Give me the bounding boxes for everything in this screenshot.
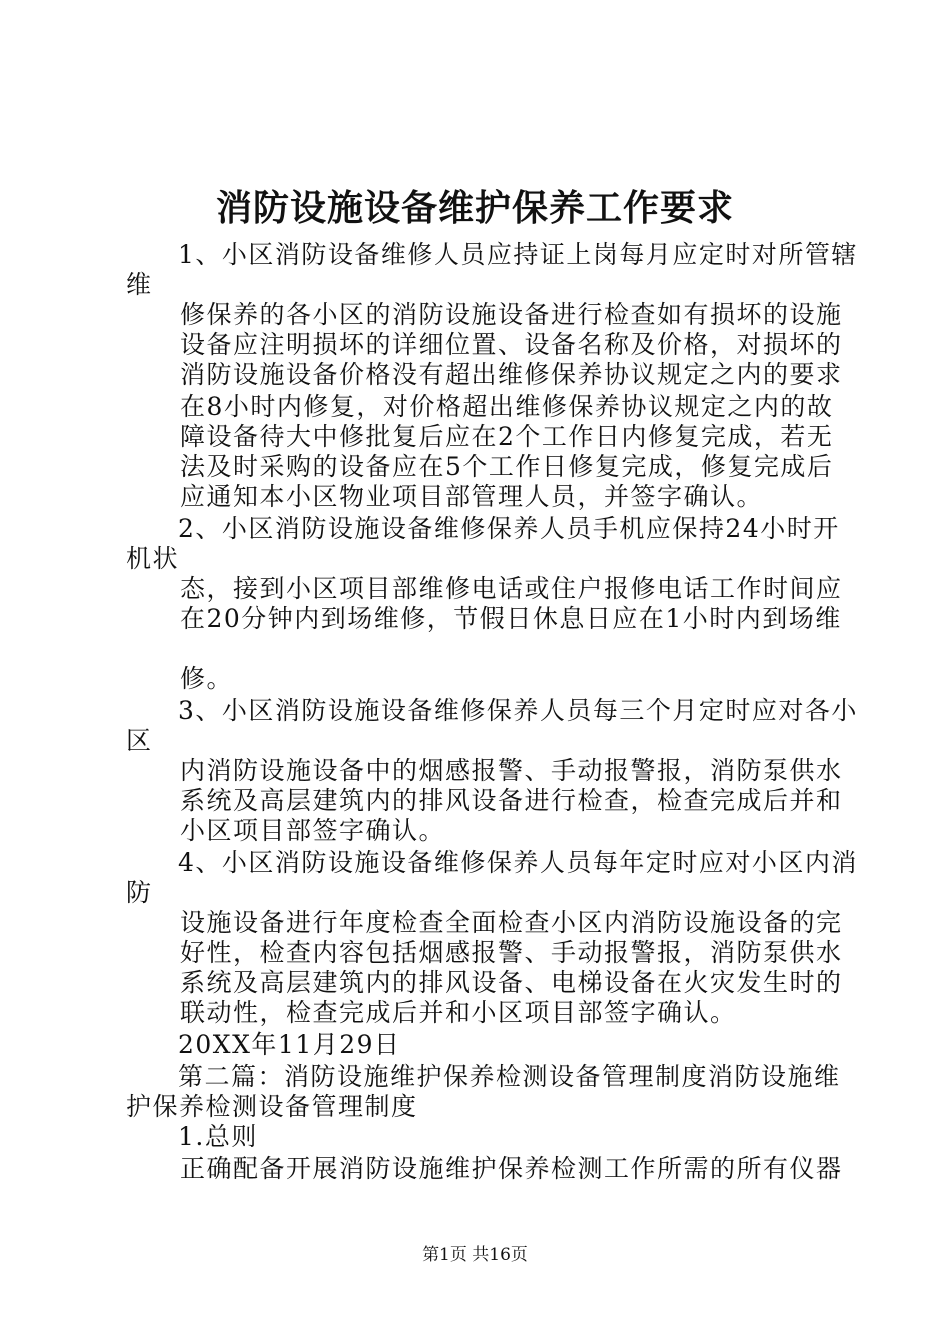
- text-line: 小区项目部签字确认。: [180, 816, 446, 845]
- text-line: 障设备待大中修批复后应在2个工作日内修复完成，若无: [180, 422, 834, 451]
- text-line: 机状: [126, 544, 180, 573]
- text-line: 修。: [180, 664, 234, 693]
- text-line: 联动性，检查完成后并和小区项目部签字确认。: [180, 998, 737, 1027]
- text-line: 内消防设施设备中的烟感报警、手动报警报，消防泵供水: [180, 756, 843, 785]
- text-line: 修保养的各小区的消防设施设备进行检查如有损坏的设施: [180, 300, 843, 329]
- text-line: 正确配备开展消防设施维护保养检测工作所需的所有仪器: [180, 1154, 843, 1183]
- text-line: 防: [126, 878, 153, 907]
- text-line: 设备应注明损坏的详细位置、设备名称及价格，对损坏的: [180, 330, 843, 359]
- text-line: 好性，检查内容包括烟感报警、手动报警报，消防泵供水: [180, 938, 843, 967]
- text-line: 1、小区消防设备维修人员应持证上岗每月应定时对所管辖: [178, 240, 858, 269]
- text-line: 设施设备进行年度检查全面检查小区内消防设施设备的完: [180, 908, 843, 937]
- text-line: 系统及高层建筑内的排风设备、电梯设备在火灾发生时的: [180, 968, 843, 997]
- text-line: 2、小区消防设施设备维修保养人员手机应保持24小时开: [178, 514, 840, 543]
- section-heading: 1.总则: [178, 1122, 258, 1151]
- text-line: 消防设施设备价格没有超出维修保养协议规定之内的要求: [180, 360, 843, 389]
- text-line: 系统及高层建筑内的排风设备进行检查，检查完成后并和: [180, 786, 843, 815]
- text-line: 态，接到小区项目部维修电话或住户报修电话工作时间应: [180, 574, 843, 603]
- text-line: 在8小时内修复，对价格超出维修保养协议规定之内的故: [180, 392, 834, 421]
- document-date: 20XX年11月29日: [178, 1030, 401, 1059]
- text-line: 区: [126, 726, 153, 755]
- document-title: 消防设施设备维护保养工作要求: [215, 187, 734, 229]
- text-line: 护保养检测设备管理制度: [126, 1092, 418, 1121]
- text-line: 第二篇：消防设施维护保养检测设备管理制度消防设施维: [178, 1062, 841, 1091]
- text-line: 维: [126, 270, 153, 299]
- text-line: 3、小区消防设施设备维修保养人员每三个月定时应对各小: [178, 696, 858, 725]
- text-line: 法及时采购的设备应在5个工作日修复完成，修复完成后: [180, 452, 834, 481]
- page-footer: 第1页 共16页: [422, 1245, 528, 1265]
- text-line: 应通知本小区物业项目部管理人员，并签字确认。: [180, 482, 764, 511]
- text-line: 4、小区消防设施设备维修保养人员每年定时应对小区内消: [178, 848, 858, 877]
- text-line: 在20分钟内到场维修，节假日休息日应在1小时内到场维: [180, 604, 842, 633]
